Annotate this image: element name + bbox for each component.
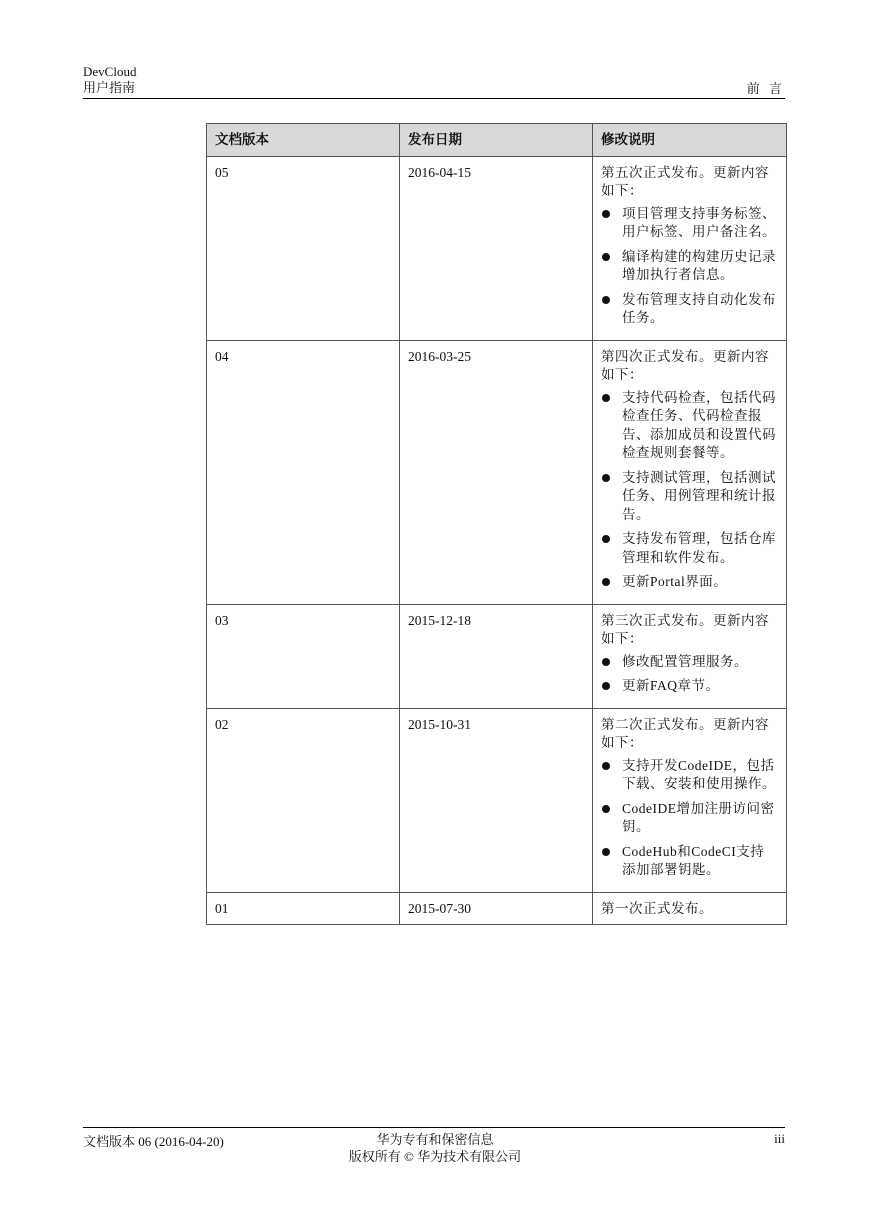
footer-doc-version: 文档版本 06 (2016-04-20) — [83, 1134, 224, 1149]
change-item: 发布管理支持自动化发布任务。 — [601, 291, 778, 328]
change-intro: 第三次正式发布。更新内容如下： — [601, 612, 769, 646]
change-item: 更新FAQ章节。 — [601, 677, 778, 696]
change-item: 修改配置管理服务。 — [601, 653, 778, 672]
column-header-description: 修改说明 — [593, 124, 787, 157]
table-row — [207, 156, 787, 340]
change-list — [601, 653, 778, 696]
cell-date: 2015-10-31 — [400, 708, 593, 892]
page-number: iii — [774, 1131, 785, 1146]
change-item: 支持代码检查，包括代码检查任务、代码检查报告、添加成员和设置代码检查规则套餐等。 — [601, 389, 778, 463]
cell-version: 04 — [207, 340, 400, 604]
cell-version: 01 — [207, 892, 400, 925]
change-intro: 第二次正式发布。更新内容如下： — [601, 716, 769, 750]
cell-description — [593, 892, 787, 925]
cell-description — [593, 708, 787, 892]
table-row — [207, 604, 787, 708]
change-item: 支持开发CodeIDE，包括下载、安装和使用操作。 — [601, 757, 778, 794]
table-row — [207, 892, 787, 925]
change-item: CodeIDE增加注册访问密钥。 — [601, 800, 778, 837]
cell-date: 2016-04-15 — [400, 156, 593, 340]
change-intro: 第一次正式发布。 — [601, 900, 713, 916]
cell-date: 2015-07-30 — [400, 892, 593, 925]
cell-version: 03 — [207, 604, 400, 708]
table-header-row — [207, 124, 787, 157]
cell-description — [593, 156, 787, 340]
column-header-date: 发布日期 — [400, 124, 593, 157]
revision-history-table — [206, 123, 787, 925]
cell-date: 2015-12-18 — [400, 604, 593, 708]
footer-center — [300, 1131, 570, 1165]
document-title: 用户指南 — [83, 80, 136, 95]
header-divider — [83, 98, 785, 99]
change-item: 支持发布管理，包括仓库管理和软件发布。 — [601, 530, 778, 567]
cell-date: 2016-03-25 — [400, 340, 593, 604]
change-item: CodeHub和CodeCI支持添加部署钥匙。 — [601, 843, 778, 880]
change-item: 编译构建的构建历史记录增加执行者信息。 — [601, 248, 778, 285]
table-row — [207, 708, 787, 892]
change-list — [601, 205, 778, 328]
change-item: 更新Portal界面。 — [601, 573, 778, 592]
cell-description — [593, 340, 787, 604]
footer-copyright: 版权所有 © 华为技术有限公司 — [348, 1149, 522, 1164]
cell-version: 02 — [207, 708, 400, 892]
change-list — [601, 757, 778, 880]
change-intro: 第五次正式发布。更新内容如下： — [601, 164, 769, 198]
cell-description — [593, 604, 787, 708]
column-header-version: 文档版本 — [207, 124, 400, 157]
change-intro: 第四次正式发布。更新内容如下： — [601, 348, 769, 382]
footer-confidential: 华为专有和保密信息 — [376, 1132, 494, 1147]
product-name: DevCloud — [83, 64, 137, 79]
change-item: 支持测试管理，包括测试任务、用例管理和统计报告。 — [601, 469, 778, 525]
cell-version: 05 — [207, 156, 400, 340]
change-item: 项目管理支持事务标签、用户标签、用户备注名。 — [601, 205, 778, 242]
section-title: 前 言 — [746, 81, 785, 96]
page-header-left — [83, 64, 136, 96]
table-row — [207, 340, 787, 604]
footer-divider — [83, 1127, 785, 1128]
change-list — [601, 389, 778, 592]
